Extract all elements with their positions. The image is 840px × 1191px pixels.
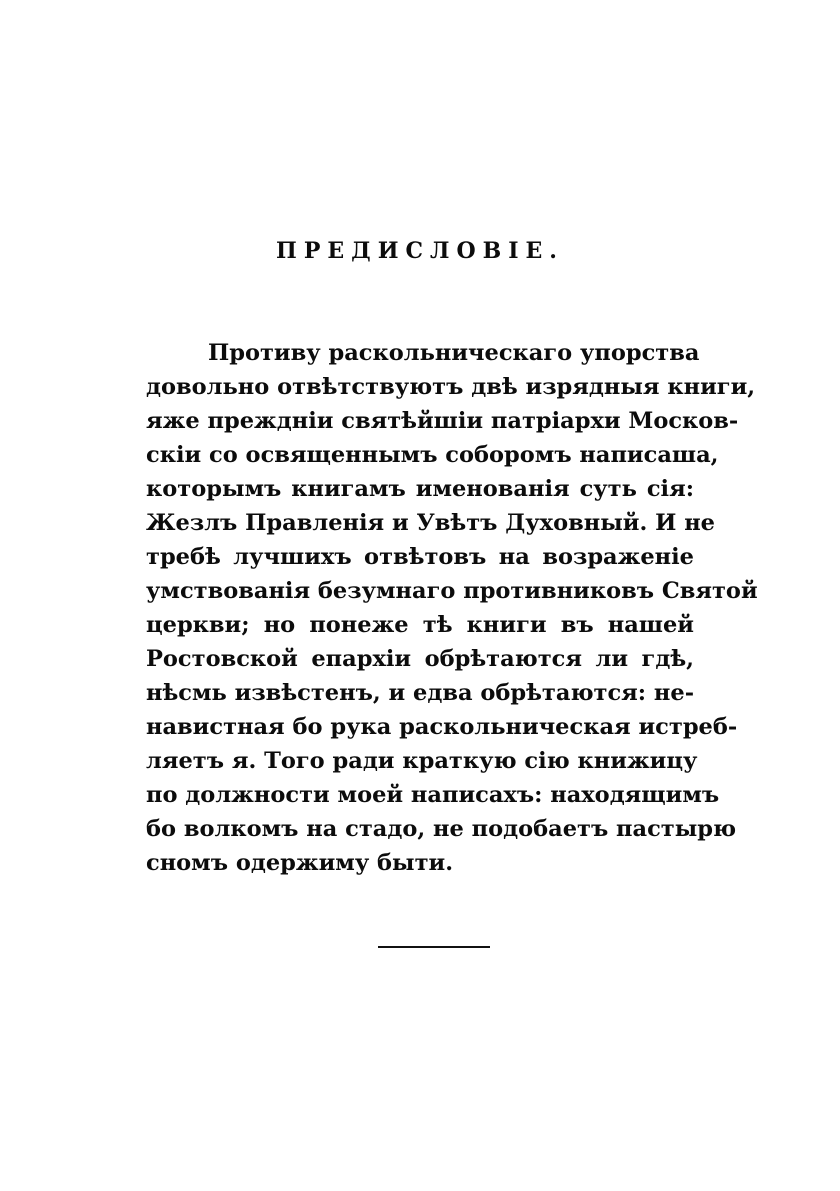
paragraph-line: Противу раскольническаго упорства — [208, 340, 700, 366]
paragraph-line: скiи со освященнымъ соборомъ написаша, — [146, 442, 719, 468]
paragraph-line: навистная бо рука раскольническая истреб- — [146, 714, 738, 740]
paragraph-line: довольно отвѣтствуютъ двѣ изрядныя книги, — [146, 374, 756, 400]
paragraph-line: по должности моей написахъ: находящимъ — [146, 782, 720, 808]
paragraph-line: яже прежднiи святѣйшiи патрiархи Москов- — [146, 408, 739, 434]
paragraph-line: нѣсмь извѣстенъ, и едва обрѣтаются: не- — [146, 680, 695, 706]
paragraph-line: Жезлъ Правленiя и Увѣтъ Духовный. И не — [146, 510, 715, 536]
page-heading: ПРЕДИСЛОВІЕ. — [276, 238, 564, 264]
paragraph-line: которымъ книгамъ именованiя суть сiя: — [146, 476, 694, 502]
paragraph-line: сномъ одержиму быти. — [146, 850, 454, 876]
paragraph-line: ляетъ я. Того ради краткую сiю книжицу — [146, 748, 698, 774]
paragraph-line: требѣ лучшихъ отвѣтовъ на возраженiе — [146, 544, 694, 570]
preface-paragraph — [146, 336, 758, 880]
paragraph-line: Ростовской епархiи обрѣтаются ли гдѣ, — [146, 646, 694, 672]
paragraph-line: умствованiя безумнаго противниковъ Святой — [146, 578, 758, 604]
paragraph-line: бо волкомъ на стадо, не подобаетъ пастырю — [146, 816, 737, 842]
paragraph-line: церкви; но понеже тѣ книги въ нашей — [146, 612, 694, 638]
section-divider-rule — [378, 946, 490, 948]
